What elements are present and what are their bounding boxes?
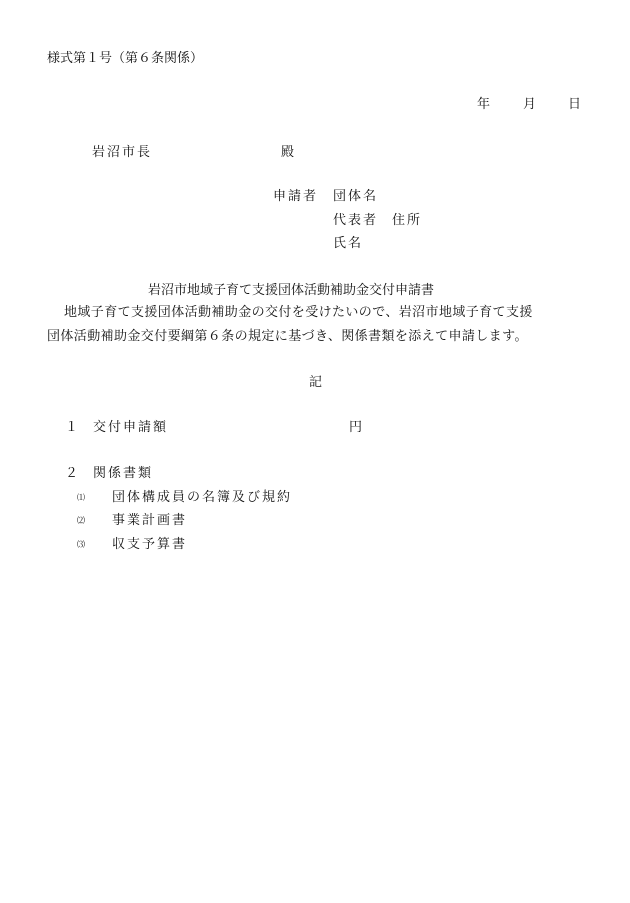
representative-label: 代表者 [333,213,379,228]
subitem-marker: ⑶ [77,540,85,549]
subitem-text: 団体構成員の名簿及び規約 [112,490,293,505]
subitem-text: 事業計画書 [112,513,188,528]
subitem-marker: ⑴ [77,493,85,502]
document-title: 岩沼市地域子育て支援団体活動補助金交付申請書 [148,283,435,298]
group-name-label: 団体名 [333,189,379,204]
date-month: 月 [523,97,537,112]
applicant-label: 申請者 [273,189,319,204]
item-1-label: 交付申請額 [93,420,169,435]
date-day: 日 [568,97,582,112]
addressee-name: 岩沼市長 [92,145,153,160]
item-2-number: ２ [65,466,79,481]
body-line: 地域子育て支援団体活動補助金の交付を受けたいので、岩沼市地域子育て支援 [64,305,533,320]
form-label: 様式第１号（第６条関係） [47,51,204,66]
name-label: 氏名 [333,236,364,251]
body-line: 団体活動補助金交付要綱第６条の規定に基づき、関係書類を添えて申請します。 [47,329,528,344]
item-1-number: １ [65,420,79,435]
date-year: 年 [477,97,491,112]
subitem-text: 収支予算書 [112,537,188,552]
notation-ki: 記 [309,375,323,390]
item-1-unit: 円 [349,420,363,435]
subitem-marker: ⑵ [77,516,85,525]
item-2-label: 関係書類 [93,466,154,481]
addressee-honorific: 殿 [281,145,295,160]
address-label: 住所 [392,213,423,228]
